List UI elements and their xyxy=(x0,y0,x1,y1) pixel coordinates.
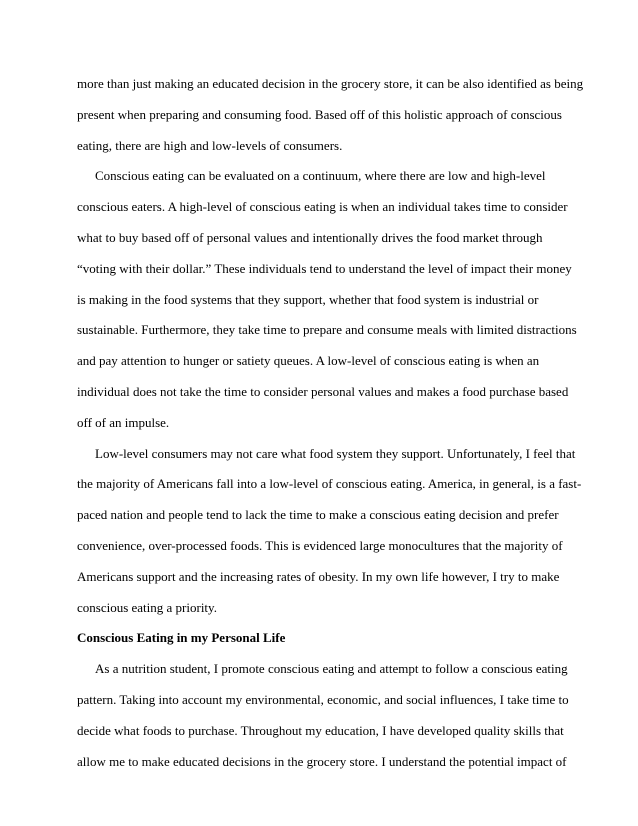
text-line: paced nation and people tend to lack the time to make a conscious eating decision and prefer xyxy=(77,507,559,523)
text-line: Americans support and the increasing rates of obesity. In my own life however, I try to make xyxy=(77,568,560,584)
text-line: Low-level consumers may not care what food system they support. Unfortunately, I feel that xyxy=(95,445,576,461)
text-line: conscious eaters. A high-level of conscious eating is when an individual takes time to consider xyxy=(77,199,568,215)
text-line: As a nutrition student, I promote conscious eating and attempt to follow a conscious eating xyxy=(95,661,568,677)
text-line: the majority of Americans fall into a low-level of conscious eating. America, in general, is a fast- xyxy=(77,476,582,492)
text-line: convenience, over-processed foods. This is evidenced large monocultures that the majority of xyxy=(77,537,563,553)
text-line: and pay attention to hunger or satiety queues. A low-level of conscious eating is when an xyxy=(77,353,540,369)
section-heading: Conscious Eating in my Personal Life xyxy=(77,630,286,646)
text-line: what to buy based off of personal values and intentionally drives the food market through xyxy=(77,229,543,245)
text-line: eating, there are high and low-levels of consumers. xyxy=(77,137,343,153)
document-body xyxy=(77,69,584,777)
text-line: sustainable. Furthermore, they take time to prepare and consume meals with limited distractions xyxy=(77,322,577,338)
text-line: present when preparing and consuming food. Based off of this holistic approach of conscious xyxy=(77,106,562,122)
text-line: decide what foods to purchase. Throughout my education, I have developed quality skills that xyxy=(77,722,564,738)
text-line: off of an impulse. xyxy=(77,414,170,430)
text-line: more than just making an educated decision in the grocery store, it can be also identified as being xyxy=(77,76,584,91)
text-line: individual does not take the time to consider personal values and makes a food purchase based xyxy=(77,383,569,399)
text-line: “voting with their dollar.” These individuals tend to understand the level of impact their money xyxy=(77,260,572,276)
text-line: is making in the food systems that they support, whether that food system is industrial or xyxy=(77,291,539,307)
text-line: pattern. Taking into account my environmental, economic, and social influences, I take time to xyxy=(77,691,569,707)
text-line: allow me to make educated decisions in the grocery store. I understand the potential impact of xyxy=(77,753,567,769)
text-line: conscious eating a priority. xyxy=(77,599,217,615)
text-line: Conscious eating can be evaluated on a continuum, where there are low and high-level xyxy=(95,168,546,184)
